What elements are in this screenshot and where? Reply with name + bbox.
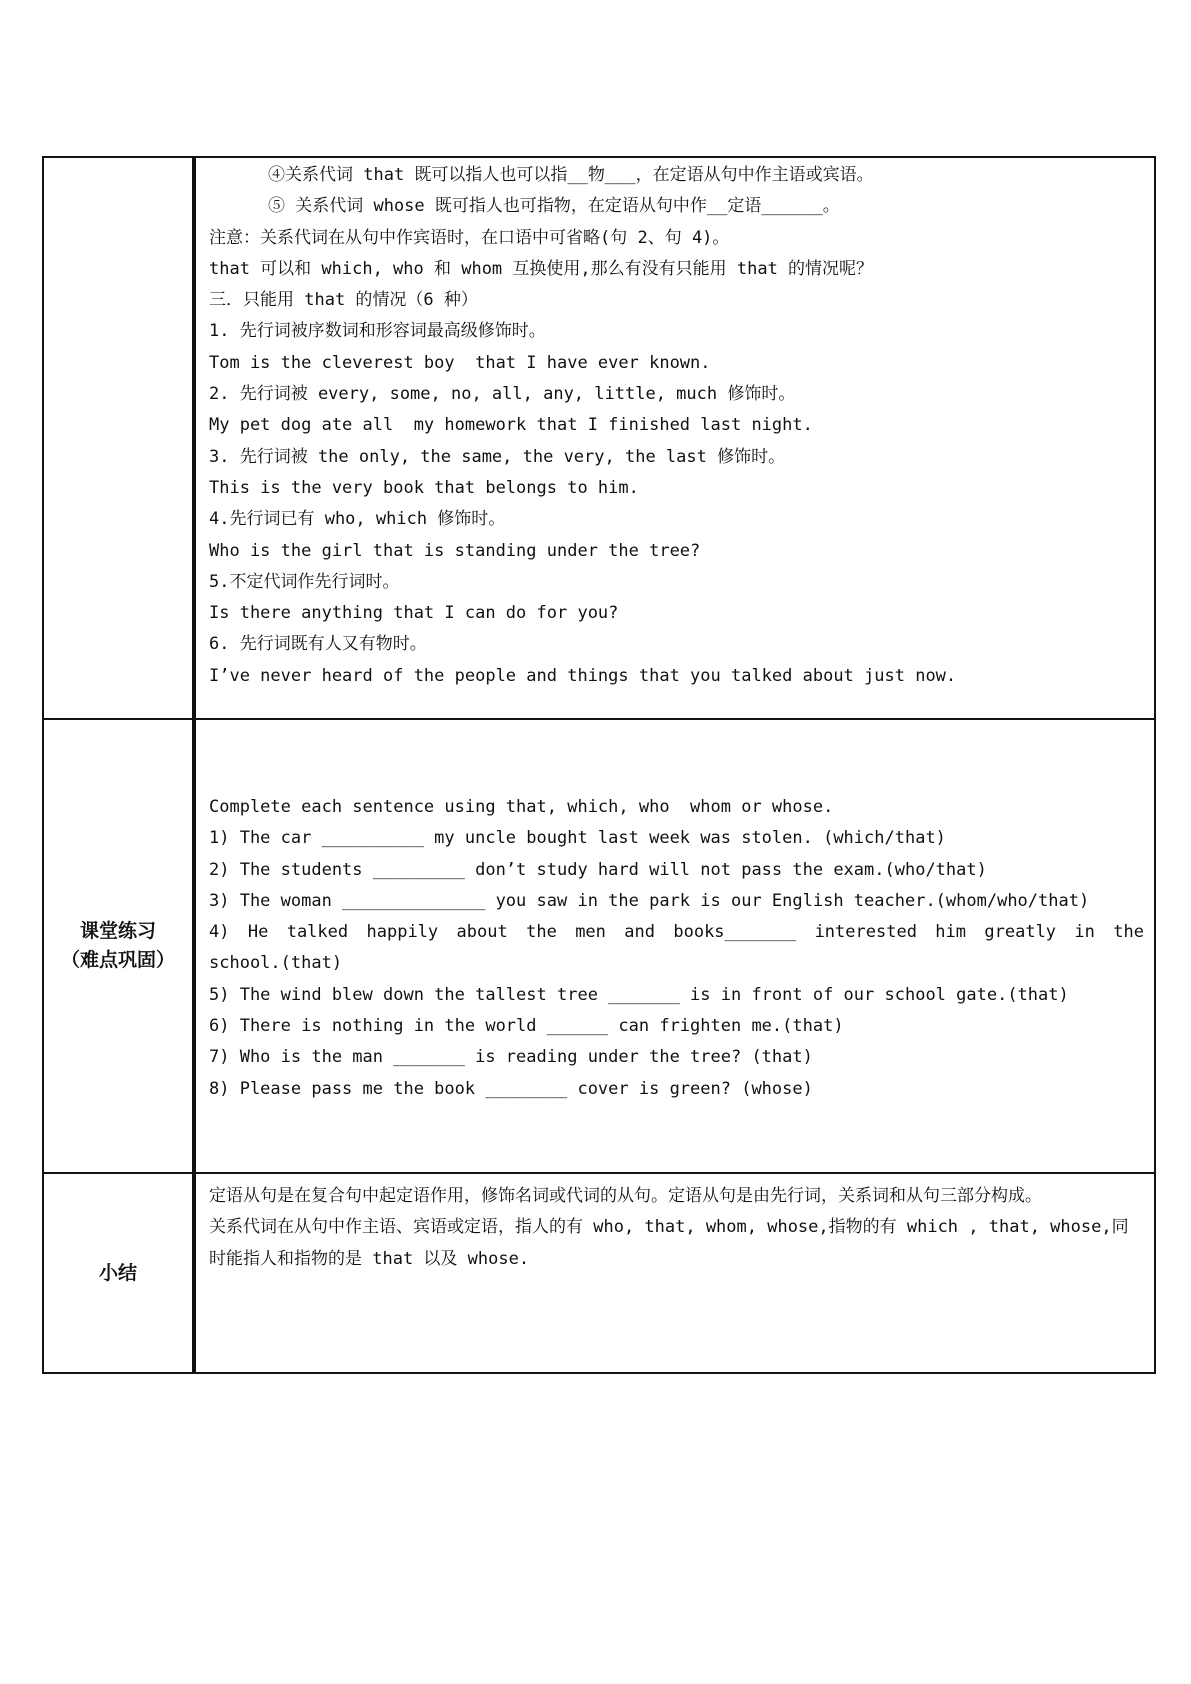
- exercise-item: 7) Who is the man _______ is reading under the tree? (that): [209, 1047, 813, 1068]
- label-line: 小结: [98, 1261, 137, 1284]
- exercise-item: 8) Please pass me the book ________ cover is green? (whose): [209, 1078, 813, 1099]
- rule-line: 1. 先行词被序数词和形容词最高级修饰时。: [209, 321, 546, 342]
- exercise-item: 6) There is nothing in the world ______ can frighten me.(that): [209, 1016, 844, 1037]
- example-line: Is there anything that I can do for you?: [209, 603, 619, 624]
- note-line: 注意：关系代词在从句中作宾语时，在口语中可省略(句 2、句 4)。: [209, 227, 730, 248]
- row-label-practice: [43, 719, 194, 1173]
- table-row: [43, 719, 1155, 1173]
- rule-line: 4.先行词已有 who, which 修饰时。: [209, 509, 506, 530]
- label-line: （难点巩固）: [60, 949, 175, 971]
- rule-line: 3. 先行词被 the only, the same, the very, the last 修饰时。: [209, 446, 786, 467]
- rule-line: 6. 先行词既有人又有物时。: [209, 634, 427, 655]
- summary-paragraph: 关系代词在从句中作主语、宾语或定语，指人的有 who, that, whom, whose,指物的有 which , that, whose,同时能指人和指物的是 that 以及 whose.: [209, 1217, 1129, 1269]
- exercise-item: 3) The woman ______________ you saw in the park is our English teacher.(whom/who/that): [209, 890, 1090, 911]
- exercise-item-continued: school.(that): [209, 953, 343, 974]
- example-line: Who is the girl that is standing under the tree?: [209, 540, 701, 561]
- practice-cell: [194, 719, 1155, 1173]
- exercise-item: 2) The students _________ don’t study hard will not pass the exam.(who/that): [209, 859, 987, 880]
- exercise-item: 5) The wind blew down the tallest tree _______ is in front of our school gate.(that): [209, 984, 1069, 1005]
- exercise-item: 1) The car __________ my uncle bought last week was stolen. (which/that): [209, 828, 946, 849]
- note-line: ④关系代词 that 既可以指人也可以指__物___，在定语从句中作主语或宾语。: [268, 165, 874, 185]
- label-line: 课堂练习: [79, 920, 156, 942]
- summary-cell: [194, 1173, 1155, 1373]
- table-row: [43, 1173, 1155, 1373]
- example-line: My pet dog ate all my homework that I finished last night.: [209, 415, 813, 436]
- note-line: ⑤ 关系代词 whose 既可指人也可指物，在定语从句中作__定语______。: [268, 196, 840, 217]
- section-heading: 三．只能用 that 的情况（6 种）: [209, 290, 478, 311]
- example-line: Tom is the cleverest boy that I have ever known.: [209, 352, 711, 373]
- row-label-empty: [43, 157, 194, 719]
- rule-line: 2. 先行词被 every, some, no, all, any, little, much 修饰时。: [209, 384, 796, 405]
- summary-paragraph: 定语从句是在复合句中起定语作用，修饰名词或代词的从句。定语从句是由先行词，关系词和从句三部分构成。: [209, 1186, 1042, 1206]
- table-row: [43, 157, 1155, 719]
- row-label-summary: [43, 1173, 194, 1373]
- example-line: I’ve never heard of the people and things that you talked about just now.: [209, 665, 957, 686]
- note-line: that 可以和 which, who 和 whom 互换使用,那么有没有只能用 that 的情况呢？: [209, 258, 874, 279]
- rule-line: 5.不定代词作先行词时。: [209, 571, 400, 592]
- exercise-item: 4) He talked happily about the men and books_______ interested him greatly in the: [209, 922, 1144, 943]
- exercise-instruction: Complete each sentence using that, which, who whom or whose.: [209, 797, 834, 817]
- lesson-table: [42, 156, 1156, 1374]
- grammar-notes-cell: [194, 157, 1155, 719]
- example-line: This is the very book that belongs to him.: [209, 477, 639, 498]
